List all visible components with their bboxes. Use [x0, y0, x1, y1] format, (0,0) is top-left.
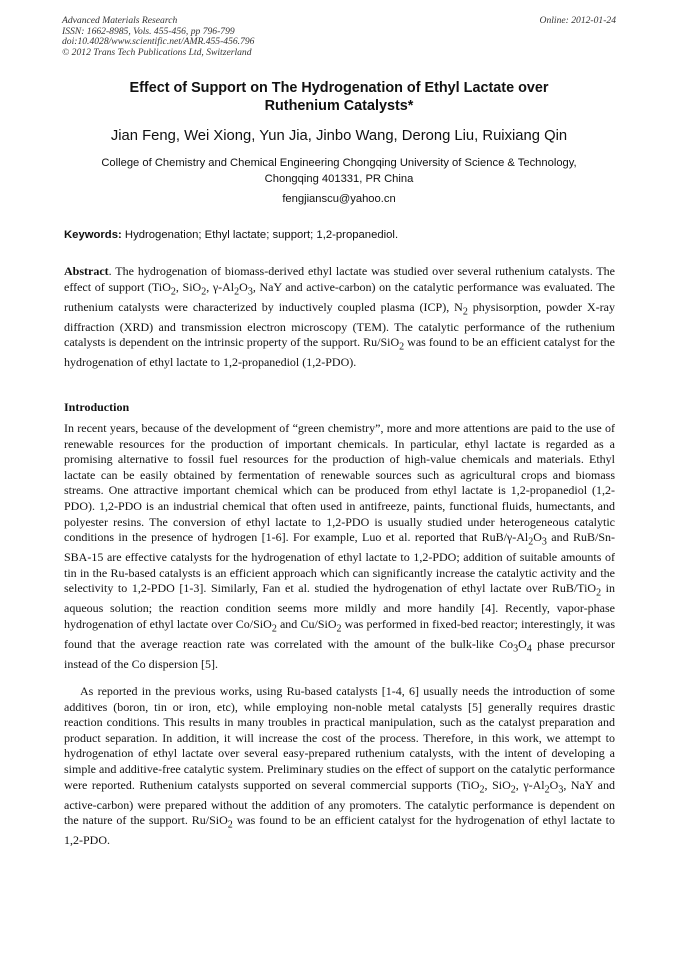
- abstract-paragraph: [64, 264, 615, 371]
- abstract-label: Abstract: [64, 264, 109, 278]
- author-list: Jian Feng, Wei Xiong, Yun Jia, Jinbo Wang, Derong Liu, Ruixiang Qin: [110, 128, 568, 144]
- paper-title: [62, 80, 616, 115]
- online-date: Online: 2012-01-24: [539, 15, 616, 26]
- keywords-text: Hydrogenation; Ethyl lactate; support; 1,2-propanediol.: [121, 229, 399, 241]
- keywords-label: Keywords:: [64, 229, 122, 241]
- copyright-line: © 2012 Trans Tech Publications Ltd, Switzerland: [62, 46, 252, 58]
- affiliation: [62, 156, 616, 187]
- journal-name: Advanced Materials Research: [62, 15, 178, 26]
- author-email: fengjianscu@yahoo.cn: [282, 193, 396, 205]
- introduction-heading: Introduction: [64, 400, 130, 414]
- doi-line: doi:10.4028/www.scientific.net/AMR.455-456.796: [62, 36, 255, 48]
- journal-header: [62, 16, 616, 58]
- affiliation-line-1: College of Chemistry and Chemical Engineering Chongqing University of Science & Technology,: [101, 157, 577, 169]
- title-line-1: Effect of Support on The Hydrogenation of Ethyl Lactate over: [129, 80, 549, 96]
- issn-line: ISSN: 1662-8985, Vols. 455-456, pp 796-799: [62, 25, 235, 37]
- title-line-2: Ruthenium Catalysts*: [264, 97, 414, 114]
- introduction-paragraph-1: In recent years, because of the development of “green chemistry”, more and more attentions are paid to the use of renewable resources for the production of important chemicals. In particular, ethyl lactate is regarded as a promising alternative to fossil fuel resources for the production of high-value chemicals and materials. Ethyl lactate can be easily obtained by fermentation of renewable sources such as agricultural crops and biomass streams. One attractive important chemical which can be produced from ethyl lactate is 1,2-propanediol (1,2-PDO). 1,2-PDO is an industrial chemical that often used in antifreeze, paints, functional fluids, humectants, and polyester resins. The conversion of ethyl lactate to 1,2-PDO is usually studied under heterogeneous catalytic conditions in the presence of hydrogen [1-6]. For example, Luo et al. reported that RuB/$\gamma-Al_2O_3$ and RuB/Sn-SBA-15 are effective catalysts for the hydrogenation of ethyl lactate to 1,2-PDO; addition of suitable amounts of tin in the Ru-based catalysts is an efficient approach which can significantly increase the catalytic activity and the selectivity to 1,2-PDO [1-3]. Similarly, Fan et al. studied the hydrogenation of ethyl lactate over RuB/TiO$_2$ in aqueous solution; the reaction condition seems more mildly and more handily [4]. Recently, vapor-phase hydrogenation of ethyl lactate over Co/SiO$_2$ and Cu/SiO$_2$ was performed in fixed-bed reactor; interestingly, it was found that the average reaction rate was correlated with the amount of the bulk-like $Co_3O_4$ phase precursor instead of the Co dispersion [5].: [64, 421, 615, 671]
- introduction-paragraph-2: As reported in the previous works, using Ru-based catalysts [1-4, 6] usually needs the introduction of some additives (boron, tin or iron, etc), while employing non-noble metal catalysts [5] generally requires drastic reaction conditions. This results in many troubles in practical manipulation, such as the catalyst preparation and product separation. In addition, it will increase the cost of the process. Therefore, in this work, we attempt to hydrogenation of ethyl lactate over several easy-prepared ruthenium catalysts, with the intent of developing a simple and additive-free catalytic system. Preliminary studies on the effect of support on the catalytic performance were reported. Ruthenium catalysts supported on several commercial supports (TiO$_2$, SiO$_2$, $\gamma-Al_2O_3$, NaY and active-carbon) were prepared without the addition of any promoters. The catalytic performance is dependent on the nature of the support. Ru/SiO$_2$ was found to be an efficient catalyst for the hydrogenation of ethyl lactate to 1,2-PDO.: [64, 684, 615, 848]
- abstract-text: . The hydrogenation of biomass-derived ethyl lactate was studied over several ruthenium catalysts. The effect of support (TiO$_2$, SiO$_2$, $\gamma-Al_2O_3$, NaY and active-carbon) on the catalytic performance was evaluated. The ruthenium catalysts were characterized by inductively coupled plasma (ICP), $N_2$ physisorption, powder X-ray diffraction (XRD) and transmission electron microscopy (TEM). The catalytic performance of the ruthenium catalysts is dependent on the intrinsic property of the support. Ru/SiO$_2$ was found to be an efficient catalyst for the hydrogenation of ethyl lactate to 1,2-propanediol (1,2-PDO).: [64, 264, 616, 370]
- affiliation-line-2: Chongqing 401331, PR China: [264, 172, 414, 185]
- keywords-line: [64, 229, 616, 241]
